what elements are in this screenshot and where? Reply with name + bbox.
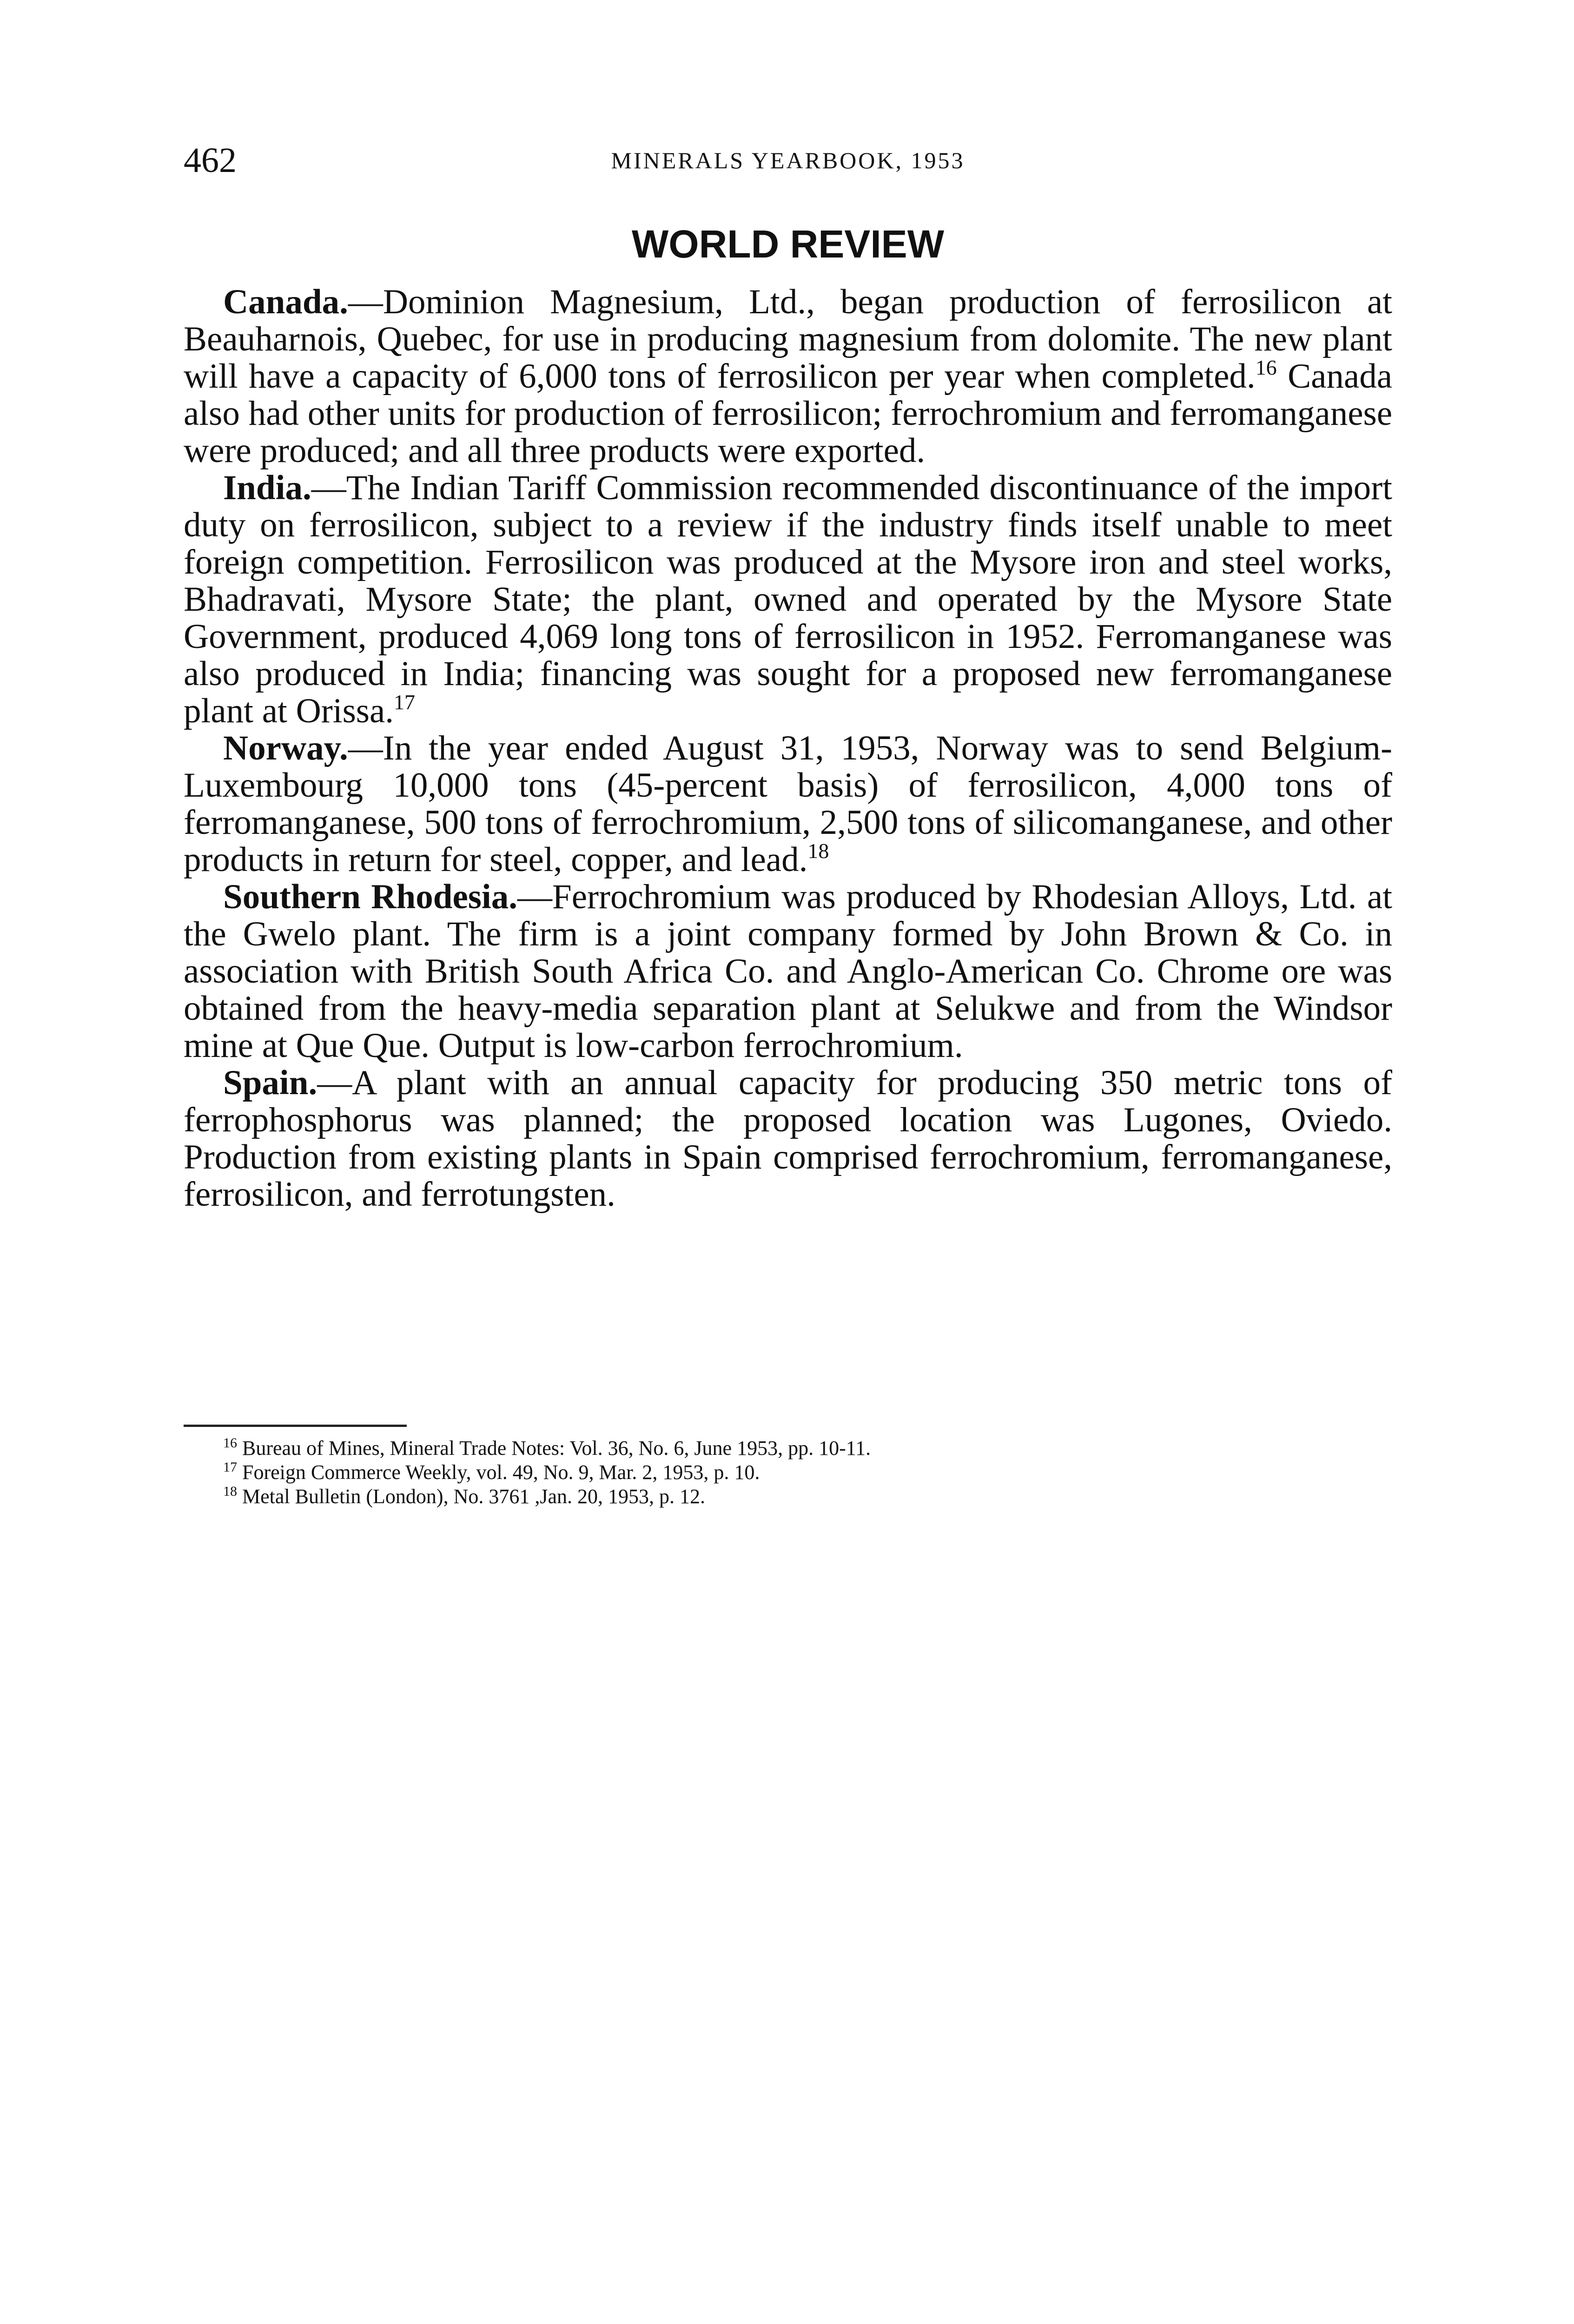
- paragraph-lead: Spain.: [223, 1063, 317, 1102]
- paragraph-text: —A plant with an annual capacity for producing 350 metric tons of ferrophosphorus was planned; the proposed location was Lugones, Oviedo. Production from existing plants in Spain comprised ferrochromium, ferromanganese, ferrosilicon, and ferrotungsten.: [184, 1063, 1392, 1214]
- footnote-ref: 17: [393, 690, 415, 714]
- running-head: [184, 135, 1392, 186]
- paragraph-lead: Southern Rhodesia.: [223, 878, 518, 916]
- footnote-ref: 16: [1255, 356, 1277, 379]
- paragraph-lead: India.: [223, 469, 311, 507]
- paragraph-lead: Canada.: [223, 283, 348, 321]
- paragraph-norway: [184, 730, 1392, 878]
- footnote-text: Metal Bulletin (London), No. 3761 ,Jan. 20, 1953, p. 12.: [242, 1485, 706, 1508]
- paragraph-text: —Ferrochromium was produced by Rhodesian Alloys, Ltd. at the Gwelo plant. The firm is a joint company formed by John Brown & Co. in association with British South Africa Co. and Anglo-American Co. Chrome ore was obtained from the heavy-media separation plant at Selukwe and from the Windsor mine at Que Que. Output is low-carbon ferrochromium.: [184, 878, 1392, 1065]
- body-text: [184, 284, 1392, 1213]
- section-heading: WORLD REVIEW: [632, 222, 944, 266]
- footnote-number: 16: [223, 1435, 237, 1451]
- paragraph-text: —Dominion Magnesium, Ltd., began production of ferrosilicon at Beauharnois, Quebec, for use in producing magnesium from dolomite. The new plant will have a capacity of 6,000 tons of ferrosilicon per year when completed.: [184, 283, 1392, 396]
- footnote-ref: 18: [807, 839, 829, 863]
- footnote-rule: [184, 1425, 407, 1427]
- page-number: 462: [184, 141, 237, 180]
- running-title: MINERALS YEARBOOK, 1953: [611, 147, 965, 173]
- footnote-text: Bureau of Mines, Mineral Trade Notes: Vol. 36, No. 6, June 1953, pp. 10-11.: [242, 1437, 871, 1459]
- footnote: [184, 1460, 1392, 1485]
- footnote: [184, 1485, 1392, 1509]
- footnote-text: Foreign Commerce Weekly, vol. 49, No. 9, Mar. 2, 1953, p. 10.: [242, 1461, 760, 1484]
- paragraph-canada: [184, 284, 1392, 469]
- paragraph-spain: [184, 1064, 1392, 1213]
- footnotes: [184, 1436, 1392, 1509]
- paragraph-text: —In the year ended August 31, 1953, Norway was to send Belgium-Luxembourg 10,000 tons (45-percent basis) of ferrosilicon, 4,000 tons of ferromanganese, 500 tons of ferrochromium, 2,500 tons of silicomanganese, and other products in return for steel, copper, and lead.: [184, 729, 1392, 879]
- paragraph-india: [184, 469, 1392, 730]
- footnote: [184, 1436, 1392, 1460]
- paragraph-southern-rhodesia: [184, 878, 1392, 1064]
- footnote-number: 17: [223, 1459, 237, 1475]
- paragraph-text: —The Indian Tariff Commission recommended discontinuance of the import duty on ferrosilicon, subject to a review if the industry finds itself unable to meet foreign competition. Ferrosilicon was produced at the Mysore iron and steel works, Bhadravati, Mysore State; the plant, owned and operated by the Mysore State Government, produced 4,069 long tons of ferrosilicon in 1952. Ferromanganese was also produced in India; financing was sought for a proposed new ferromanganese plant at Orissa.: [184, 469, 1392, 730]
- footnote-number: 18: [223, 1484, 237, 1499]
- paragraph-lead: Norway.: [223, 729, 348, 767]
- paragraph-text: Canada also had other units for production of ferrosilicon; ferrochromium and ferromanganese were produced; and all three products were exported.: [184, 357, 1393, 470]
